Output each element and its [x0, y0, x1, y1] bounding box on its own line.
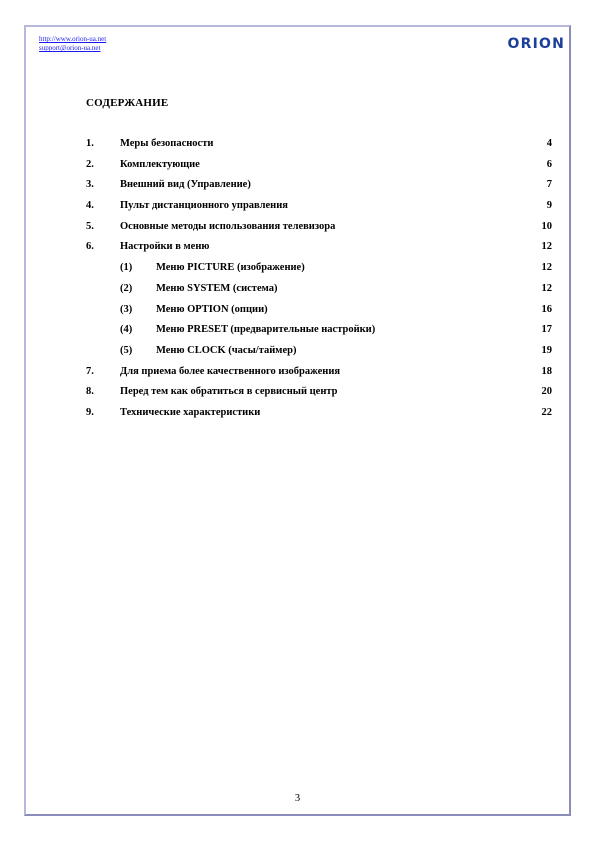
toc-entry-number: 1.: [86, 138, 94, 149]
toc-entry-page: 19: [541, 344, 552, 356]
website-link[interactable]: http://www.orion-ua.net: [39, 35, 107, 43]
toc-entry[interactable]: [86, 364, 552, 385]
toc-entry-page: 12: [541, 262, 552, 274]
toc-entry-page: 20: [541, 386, 552, 398]
toc-entry-title: Пульт дистанционного управления: [120, 200, 288, 212]
toc-entry-number: 4.: [86, 200, 94, 212]
toc-entry-number: (4): [120, 324, 133, 336]
toc-entry-page: 4: [546, 138, 552, 149]
toc-entry-title: Меню PICTURE (изображение): [156, 262, 305, 274]
toc-subentry[interactable]: [86, 322, 552, 343]
toc-entry-title: Внешний вид (Управление): [120, 179, 251, 191]
toc-entry[interactable]: [86, 136, 552, 157]
toc-entry[interactable]: [86, 384, 552, 405]
toc-entry-page: 16: [541, 303, 552, 315]
toc-entry-number: (3): [120, 303, 133, 315]
toc-entry-title: Меню CLOCK (часы/таймер): [156, 344, 297, 356]
toc-entry-number: (2): [120, 282, 133, 294]
toc-entry-page: 10: [541, 220, 552, 232]
toc-entry-title: Меню PRESET (предварительные настройки): [156, 324, 376, 336]
header-links: [39, 35, 106, 53]
toc-entry[interactable]: [86, 157, 552, 178]
toc-entry-page: 12: [541, 241, 552, 253]
toc-entry-title: Основные методы использования телевизора: [120, 220, 336, 232]
toc-entry-number: 2.: [86, 158, 94, 170]
toc-entry-page: 12: [541, 282, 552, 294]
toc-entry-number: 6.: [86, 241, 94, 253]
toc-entry-title: Технические характеристики: [120, 406, 261, 418]
toc-subentry[interactable]: [86, 281, 552, 302]
toc-heading: СОДЕРЖАНИЕ: [86, 97, 169, 109]
orion-logo: ORION: [507, 36, 565, 52]
toc-subentry[interactable]: [86, 260, 552, 281]
toc-entry-title: Перед тем как обратиться в сервисный центр: [120, 386, 338, 398]
toc-entry-number: 3.: [86, 179, 94, 191]
toc-entry-title: Меры безопасности: [120, 138, 214, 149]
toc-entry-number: 5.: [86, 220, 94, 232]
toc-entry-number: 8.: [86, 386, 94, 398]
toc-entry[interactable]: [86, 239, 552, 260]
toc-entry-page: 18: [541, 365, 552, 377]
toc-subentry[interactable]: [86, 343, 552, 364]
toc-entry[interactable]: [86, 219, 552, 240]
toc-entry[interactable]: [86, 405, 552, 426]
toc-entry-number: 9.: [86, 406, 94, 418]
toc-entry-number: (1): [120, 262, 133, 274]
toc-entry-page: 22: [541, 406, 552, 418]
table-of-contents: [86, 136, 552, 426]
page-number: 3: [294, 793, 301, 804]
toc-entry-title: Для приема более качественного изображения: [120, 365, 341, 377]
toc-entry-title: Меню SYSTEM (система): [156, 282, 278, 294]
email-link[interactable]: support@orion-ua.net: [39, 44, 101, 52]
toc-entry-page: 9: [546, 200, 552, 212]
toc-entry-page: 7: [546, 179, 552, 191]
toc-entry-page: 6: [546, 158, 552, 170]
toc-entry-page: 17: [541, 324, 552, 336]
toc-entry-title: Настройки в меню: [120, 241, 210, 253]
toc-entry[interactable]: [86, 198, 552, 219]
toc-subentry[interactable]: [86, 302, 552, 323]
toc-entry-title: Меню OPTION (опции): [156, 303, 268, 315]
toc-entry[interactable]: [86, 177, 552, 198]
toc-entry-number: 7.: [86, 365, 94, 377]
toc-entry-number: (5): [120, 344, 133, 356]
toc-entry-title: Комплектующие: [120, 158, 200, 170]
